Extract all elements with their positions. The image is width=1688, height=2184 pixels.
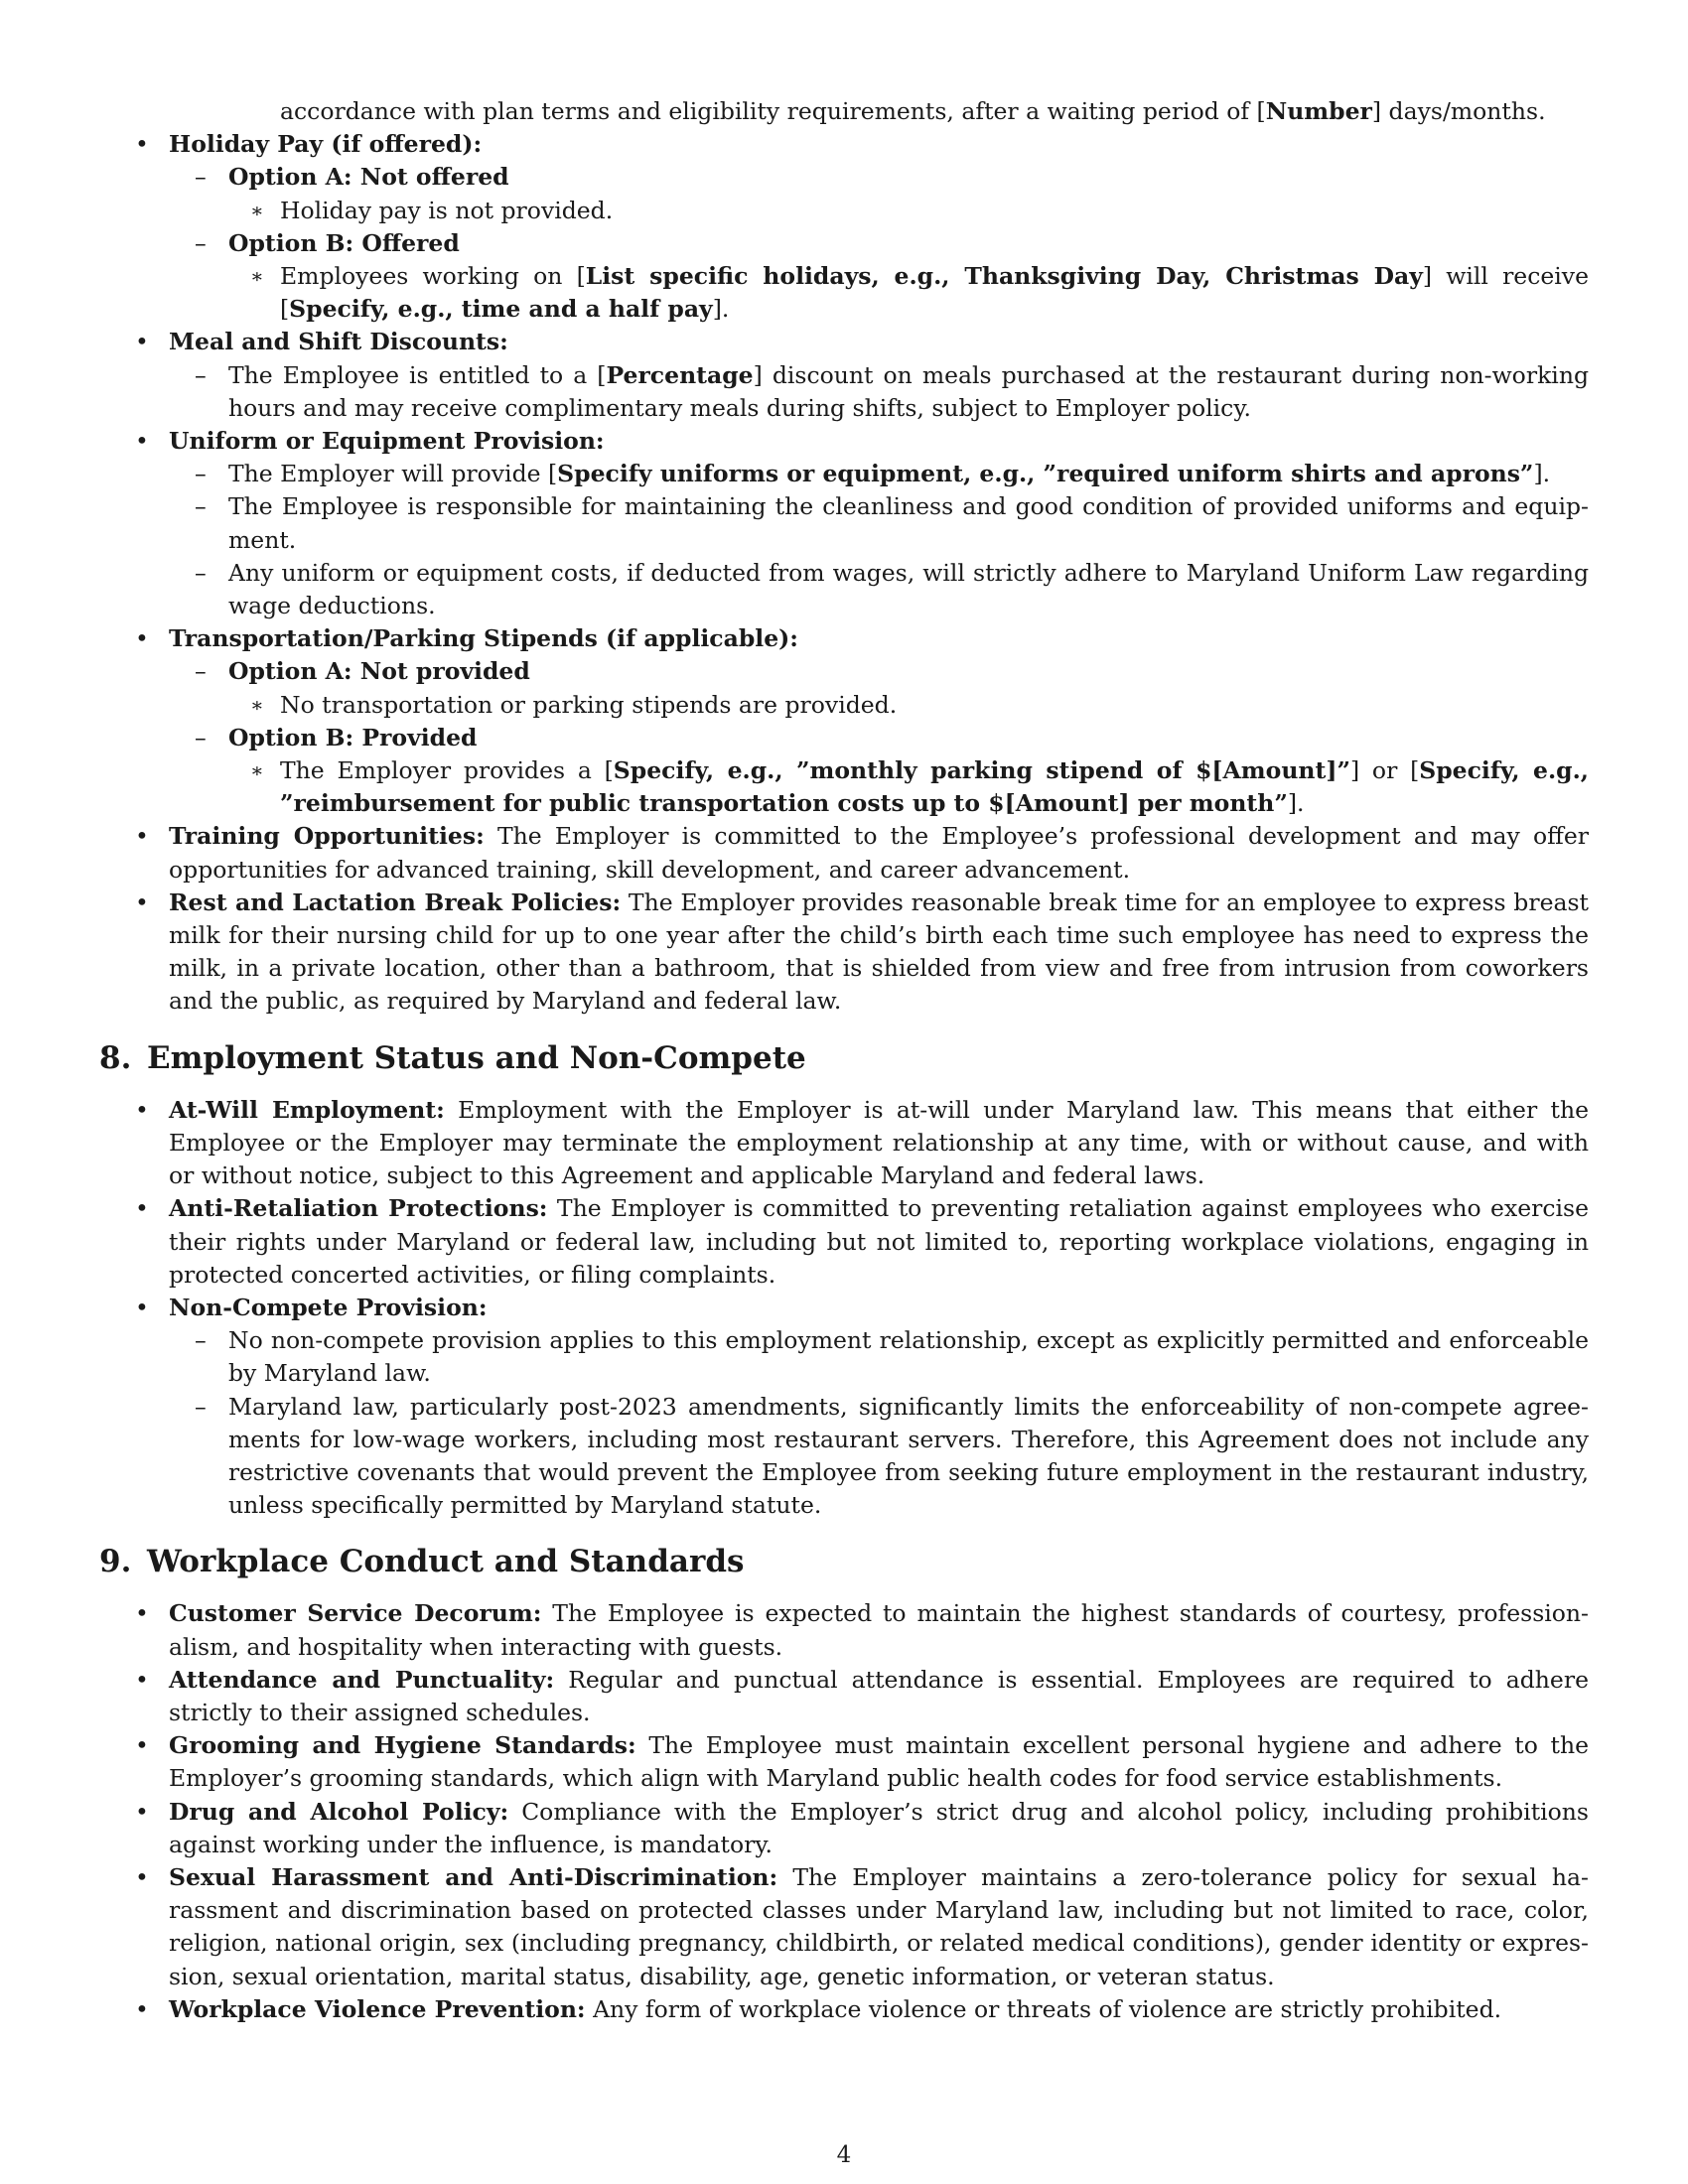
at-will-item-cont: Employee or the Employer may terminate the employment relationship at any time, with or without cause, and with — [169, 1128, 1589, 1157]
asterisk-icon: ∗ — [250, 198, 264, 222]
page-number: 4 — [836, 2142, 852, 2168]
asterisk-icon: ∗ — [250, 692, 264, 717]
harassment-item-cont: religion, national origin, sex (including pregnancy, childbirth, or related medical conditions), gender identity or expres- — [169, 1929, 1589, 1958]
at-will-item-cont: or without notice, subject to this Agreement and applicable Maryland and federal laws. — [169, 1161, 1205, 1190]
bullet-icon: • — [135, 1194, 149, 1223]
bullet-icon: • — [135, 1095, 149, 1124]
lactation-item-cont: milk for their nursing child for up to one year after the child’s birth each time such employee has need to express the — [169, 921, 1589, 950]
non-compete-text-1: – No non-compete provision applies to this employment relationship, except as explicitly permitted and enforceable — [99, 1324, 1589, 1357]
anti-retaliation-item-cont: their rights under Maryland or federal law, including but not limited to, reporting workplace violations, engaging in — [169, 1227, 1589, 1256]
dash-icon: – — [195, 558, 207, 587]
transport-option-b-text: ∗ The Employer provides a [Specify, e.g., ”monthly parking stipend of $[Amount]”] or [Specify, e.g., — [99, 754, 1589, 787]
anti-retaliation-item: • Anti-Retaliation Protections: The Employer is committed to preventing retaliation against employees who exercise — [99, 1192, 1589, 1225]
dash-icon: – — [195, 228, 207, 257]
transport-option-b: – Option B: Provided — [99, 722, 1589, 754]
bullet-icon: • — [135, 822, 149, 851]
harassment-item-cont: rassment and discrimination based on protected classes under Maryland law, including but not limited to race, color, — [169, 1896, 1589, 1925]
harassment-item: • Sexual Harassment and Anti-Discrimination: The Employer maintains a zero-tolerance policy for sexual ha- — [99, 1861, 1589, 1894]
violence-item: • Workplace Violence Prevention: Any form of workplace violence or threats of violence are strictly prohibited. — [99, 1993, 1589, 2026]
transport-option-b-text-cont: ”reimbursement for public transportation costs up to $[Amount] per month”]. — [280, 789, 1305, 818]
asterisk-icon: ∗ — [250, 758, 264, 783]
holiday-option-a: – Option A: Not offered — [99, 161, 1589, 194]
harassment-item-cont: sion, sexual orientation, marital status, disability, age, genetic information, or veteran status. — [169, 1962, 1275, 1990]
transport-item: • Transportation/Parking Stipends (if applicable): — [99, 622, 1589, 655]
document-page — [99, 95, 1589, 2026]
non-compete-text-2-cont: unless specifically permitted by Maryland statute. — [228, 1491, 822, 1520]
training-item-cont: opportunities for advanced training, skill development, and career advancement. — [169, 855, 1131, 884]
customer-service-item: • Customer Service Decorum: The Employee is expected to maintain the highest standards of courtesy, profession- — [99, 1597, 1589, 1630]
dash-icon: – — [195, 657, 207, 686]
holiday-option-a-text: ∗ Holiday pay is not provided. — [99, 195, 1589, 227]
anti-retaliation-item-cont: protected concerted activities, or filing complaints. — [169, 1260, 776, 1289]
bullet-icon: • — [135, 1797, 149, 1826]
dash-icon: – — [195, 360, 207, 389]
uniform-costs-cont: wage deductions. — [228, 592, 436, 620]
grooming-item: • Grooming and Hygiene Standards: The Employee must maintain excellent personal hygiene and adhere to the — [99, 1729, 1589, 1762]
uniform-maintain: – The Employee is responsible for maintaining the cleanliness and good condition of provided uniforms and equip- — [99, 490, 1589, 523]
customer-service-item-cont: alism, and hospitality when interacting with guests. — [169, 1632, 783, 1661]
holiday-option-b: – Option B: Offered — [99, 227, 1589, 260]
meal-discount-text: – The Employee is entitled to a [Percentage] discount on meals purchased at the restaurant during non-working — [99, 359, 1589, 392]
lactation-item-cont: milk, in a private location, other than a bathroom, that is shielded from view and free from intrusion from coworkers — [169, 954, 1589, 983]
section-9-heading: 9. Workplace Conduct and Standards — [99, 1544, 745, 1580]
dash-icon: – — [195, 1392, 207, 1421]
non-compete-item: • Non-Compete Provision: — [99, 1292, 1589, 1324]
bullet-icon: • — [135, 624, 149, 653]
non-compete-text-1-cont: by Maryland law. — [228, 1359, 431, 1388]
uniform-item: • Uniform or Equipment Provision: — [99, 425, 1589, 458]
bullet-icon: • — [135, 1599, 149, 1628]
non-compete-text-2-cont: restrictive covenants that would prevent the Employee from seeking future employment in the restaurant industry, — [228, 1458, 1589, 1486]
dash-icon: – — [195, 163, 207, 192]
holiday-option-b-text-cont: [Specify, e.g., time and a half pay]. — [280, 295, 730, 324]
non-compete-text-2: – Maryland law, particularly post-2023 amendments, significantly limits the enforceability of non-compete agree- — [99, 1391, 1589, 1424]
bullet-icon: • — [135, 328, 149, 356]
dash-icon: – — [195, 723, 207, 751]
attendance-item: • Attendance and Punctuality: Regular and punctual attendance is essential. Employees are required to adhere — [99, 1664, 1589, 1697]
bullet-icon: • — [135, 1994, 149, 2023]
lactation-item-cont: and the public, as required by Maryland and federal law. — [169, 987, 842, 1016]
drug-alcohol-item: • Drug and Alcohol Policy: Compliance with the Employer’s strict drug and alcohol policy, including prohibitions — [99, 1796, 1589, 1829]
attendance-item-cont: strictly to their assigned schedules. — [169, 1698, 591, 1726]
uniform-provide: – The Employer will provide [Specify uniforms or equipment, e.g., ”required uniform shirts and aprons”]. — [99, 458, 1589, 490]
bullet-icon: • — [135, 1731, 149, 1760]
drug-alcohol-item-cont: against working under the influence, is mandatory. — [169, 1830, 773, 1858]
dash-icon: – — [195, 1326, 207, 1355]
bullet-icon: • — [135, 1665, 149, 1694]
bullet-icon: • — [135, 130, 149, 159]
bullet-icon: • — [135, 427, 149, 456]
holiday-option-b-text: ∗ Employees working on [List specific holidays, e.g., Thanksgiving Day, Christmas Day] will receive — [99, 260, 1589, 293]
training-item: • Training Opportunities: The Employer is committed to the Employee’s professional development and may offer — [99, 820, 1589, 853]
lactation-item: • Rest and Lactation Break Policies: The Employer provides reasonable break time for an employee to express breast — [99, 887, 1589, 919]
transport-option-a: – Option A: Not provided — [99, 655, 1589, 688]
bullet-icon: • — [135, 887, 149, 916]
meal-discount-item: • Meal and Shift Discounts: — [99, 326, 1589, 358]
meal-discount-text-cont: hours and may receive complimentary meals during shifts, subject to Employer policy. — [228, 393, 1251, 422]
bullet-icon: • — [135, 1293, 149, 1321]
dash-icon: – — [195, 492, 207, 521]
uniform-maintain-cont: ment. — [228, 525, 297, 554]
section-8-heading: 8. Employment Status and Non-Compete — [99, 1039, 806, 1076]
dash-icon: – — [195, 460, 207, 488]
transport-option-a-text: ∗ No transportation or parking stipends are provided. — [99, 689, 1589, 722]
asterisk-icon: ∗ — [250, 264, 264, 289]
uniform-costs: – Any uniform or equipment costs, if deducted from wages, will strictly adhere to Maryland Uniform Law regarding — [99, 557, 1589, 590]
retirement-continuation: accordance with plan terms and eligibility requirements, after a waiting period of [Number] days/months. — [280, 97, 1546, 125]
grooming-item-cont: Employer’s grooming standards, which align with Maryland public health codes for food service establishments. — [169, 1764, 1503, 1793]
holiday-pay-item: • Holiday Pay (if offered): — [99, 128, 1589, 161]
at-will-item: • At-Will Employment: Employment with the Employer is at-will under Maryland law. This means that either the — [99, 1094, 1589, 1127]
non-compete-text-2-cont: ments for low-wage workers, including most restaurant servers. Therefore, this Agreement does not include any — [228, 1425, 1589, 1453]
bullet-icon: • — [135, 1862, 149, 1891]
